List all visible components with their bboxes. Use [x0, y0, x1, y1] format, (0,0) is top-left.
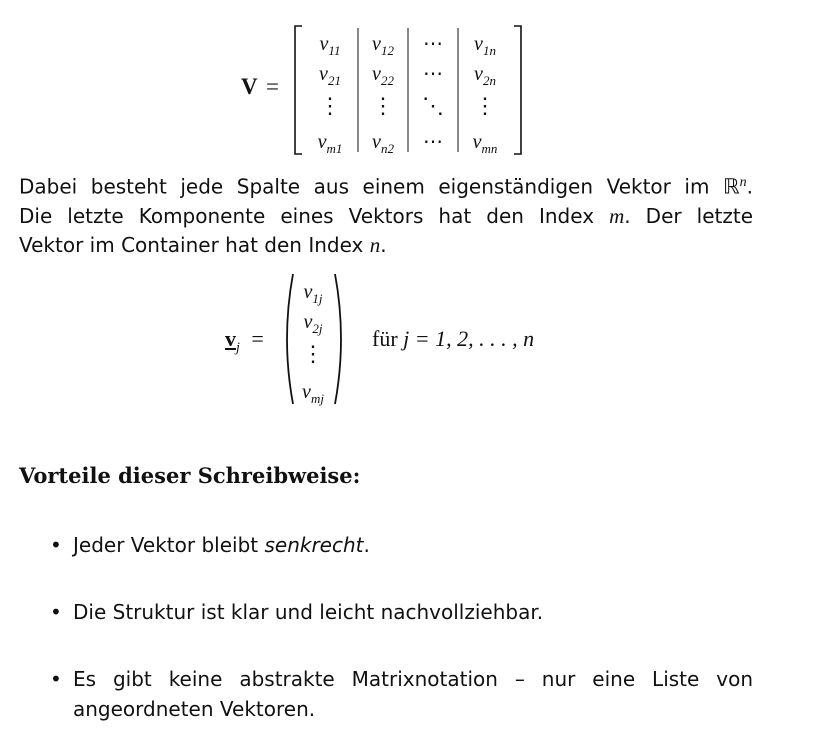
advantage-text [73, 664, 753, 724]
explanation-paragraph [19, 168, 753, 260]
vector-label [225, 326, 264, 356]
matrix-entry: $v_{2n}$ [474, 63, 496, 88]
index-range-expression: j = 1, 2, . . . , n [403, 326, 535, 351]
matrix-entry: ⋱ [422, 93, 444, 118]
advantage-text-part: . [363, 533, 370, 557]
vector-entry: ⋮ [302, 341, 324, 366]
vector-symbol: v [225, 326, 236, 351]
matrix-entry: ⋮ [474, 93, 496, 118]
matrix-entry: ⋯ [423, 33, 443, 55]
index-n: n [369, 232, 381, 257]
real-numbers-symbol: ℝ [723, 174, 740, 199]
advantage-text-part: Jeder Vektor bleibt [73, 533, 265, 557]
matrix-entry: $v_{12}$ [372, 33, 394, 58]
paragraph-line-3 [19, 231, 753, 260]
vector-entry: $v_{1j}$ [303, 281, 323, 306]
matrix-equals-sign: = [266, 74, 279, 99]
vector-entry: $v_{mj}$ [302, 381, 324, 406]
matrix-entry: ⋮ [319, 93, 341, 118]
matrix-label: V [241, 74, 258, 99]
matrix-entry: $v_{m1}$ [317, 131, 343, 156]
matrix-entry: ⋮ [372, 93, 394, 118]
advantage-text-line: angeordneten Vektoren. [73, 697, 316, 721]
index-range [372, 326, 534, 352]
matrix-equation [0, 0, 814, 160]
emphasis-word: senkrecht [264, 533, 364, 557]
matrix-entry: $v_{21}$ [319, 63, 341, 88]
dimension-superscript: n [739, 175, 747, 190]
paragraph-text: . [746, 174, 753, 199]
advantages-heading: Vorteile dieser Schreibweise: [19, 463, 361, 488]
paragraph-text: Die letzte Komponente eines Vektors hat den Index [19, 203, 610, 228]
bullet-icon: • [50, 533, 62, 557]
matrix-entry: ⋯ [423, 131, 443, 153]
bullet-icon: • [50, 667, 62, 691]
matrix-entry: $v_{mn}$ [472, 131, 498, 156]
advantage-text [73, 530, 753, 560]
matrix-entry: $v_{1n}$ [474, 33, 496, 58]
advantage-text: Die Struktur ist klar und leicht nachvollziehbar. [73, 600, 544, 624]
paragraph-line-1 [19, 168, 753, 202]
index-m: m [609, 203, 625, 228]
matrix-entry: ⋯ [423, 63, 443, 85]
bullet-icon: • [50, 600, 62, 624]
paragraph-text: Dabei besteht jede Spalte aus einem eigenständigen Vektor im [19, 174, 723, 199]
paragraph-text: Vektor im Container hat den Index [19, 232, 370, 257]
matrix-right-bracket [514, 26, 521, 154]
paragraph-text: . Der letzte [624, 203, 753, 228]
paragraph-text: . [380, 232, 387, 257]
matrix-entry: $v_{11}$ [319, 33, 341, 58]
vector-subscript: j [236, 340, 240, 356]
matrix-entry: $v_{22}$ [372, 63, 394, 88]
paragraph-line-2 [19, 202, 753, 231]
matrix-entry: $v_{n2}$ [372, 131, 394, 156]
vector-entry: $v_{2j}$ [303, 311, 323, 336]
for-word: für [372, 326, 398, 351]
advantage-text-line: Es gibt keine abstrakte Matrixnotation – nur eine Liste von [73, 667, 753, 691]
vector-equals-sign: = [251, 326, 264, 351]
